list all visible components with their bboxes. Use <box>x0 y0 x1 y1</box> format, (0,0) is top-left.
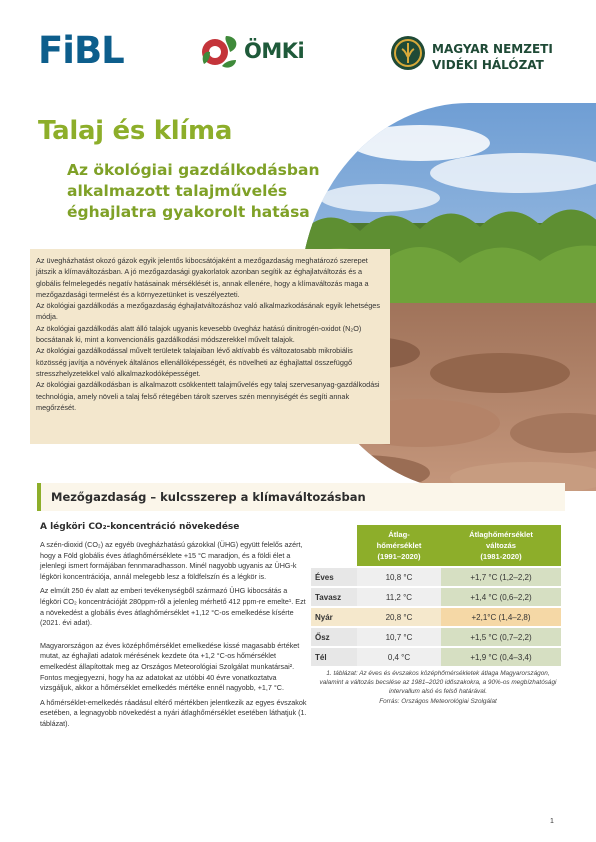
intro-paragraph-1: Az üvegházhatást okozó gázok egyik jelentős kibocsátójaként a mezőgazdaság meghatározó szerepet játszik a klímaváltozásban. A jó mezőgazdasági gyakorlatok azonban segítik az éghajlatváltozás és a globális felmelegedés negatív hatásainak mérséklését is, annak ellenére, hogy a klímaváltozás maga a mezőgazdasági termelést és a környezetünket is veszélyezteti. <box>36 256 369 299</box>
table-row <box>311 608 561 626</box>
table-row <box>311 588 561 606</box>
table-cell-label: Éves <box>311 568 357 586</box>
intro-paragraph-5: Az ökológiai gazdálkodásban is alkalmazott csökkentett talajművelés egy talaj szervesanyag-gazdálkodási technológia, amely növeli a talaj felső rétegében tárolt szerves szén mennyiségét és segíti annak megőrzését. <box>36 380 380 412</box>
body-paragraph-3: Magyarországon az éves középhőmérséklet emelkedése kissé magasabb értéket mutat, az éghajlati adatok mérésének kezdete óta +1,2 °C-os hőmérséklet emelkedést állapítottak meg az Országos Meteorológiai Szolgálat munkatársai². Fontos megjegyezni, hogy ha az adatokat az utóbbi 40 évre vonatkoztatva vizsgáljuk, akkor a hőmérséklet emelkedés mértéke ennél nagyobb, +1,7 °C. <box>40 640 300 693</box>
body-paragraph-2: Az elmúlt 250 év alatt az emberi tevékenységből származó ÜHG kibocsátás a légköri CO₂ koncentrációját 280ppm-ről a jelenleg mérhető 412 ppm-re emelte¹. Ezt a növekedést a globális éves átlaghőmérséklet +1,12 °C-os emelkedése kísérte (2021. évi adat). <box>40 586 306 628</box>
table-cell-label: Nyár <box>311 608 357 626</box>
body-column <box>40 540 308 734</box>
body-paragraph-4: A hőmérséklet-emelkedés ráadásul eltérő mértékben jelentkezik az egyes évszakok esetében, a legnagyobb növekedést a nyári átlaghőmérséklet esetében láthatjuk (1. táblázat). <box>40 697 307 728</box>
table-source: Forrás: Országos Meteorológiai Szolgálat <box>379 697 497 705</box>
table-cell-change: +2,1°C (1,4–2,8) <box>441 608 561 626</box>
mnvh-line-2: VIDÉKI HÁLÓZAT <box>432 58 544 72</box>
section-title: Mezőgazdaság – kulcsszerep a klímaváltozásban <box>51 490 366 504</box>
mnvh-wordmark <box>432 41 553 73</box>
table-cell-avg: 10,7 °C <box>357 628 441 646</box>
table-cell-label: Ősz <box>311 628 357 646</box>
temperature-table <box>311 523 561 668</box>
page-subtitle: Az ökológiai gazdálkodásban alkalmazott talajművelés éghajlatra gyakorolt hatása <box>67 161 320 221</box>
intro-paragraph-2: Az ökológiai gazdálkodás a mezőgazdaság éghajlatváltozáshoz való alkalmazkodásának egyik lehetséges módja. <box>36 301 380 322</box>
table-row <box>311 648 561 666</box>
table-cell-change: +1,7 °C (1,2–2,2) <box>441 568 561 586</box>
table-row <box>311 628 561 646</box>
intro-paragraph-4: Az ökológiai gazdálkodással művelt területek talajaiban lévő aktívabb és változatosabb mikrobiális közösség javítja a növények általános ellenállóképességét, és növelheti az éghajlattal összefüggő stresszhelyzetekkel való alkalmazkodóképességet. <box>36 346 353 378</box>
table-caption <box>318 669 558 706</box>
table-cell-change: +1,9 °C (0,4–3,4) <box>441 648 561 666</box>
table-cell-avg: 10,8 °C <box>357 568 441 586</box>
intro-box <box>30 249 390 444</box>
section-header <box>37 483 565 511</box>
table-caption-text: 1. táblázat: Az éves és évszakos középhőmérsékletek átlaga Magyarországon, valamint a változás becslése az 1981–2020 időszakokra, a 90%-os megbízhatósági intervallum alsó és felső határával. <box>319 670 557 696</box>
mnvh-logo <box>390 35 570 79</box>
intro-paragraph-3: Az ökológiai gazdálkodás alatt álló talajok ugyanis kevesebb üvegház hatású dinitrogén-oxidot (N₂O) bocsátanak ki, mint a konvencionális gazdálkodási módszerekkel művelt talajok. <box>36 323 362 345</box>
table-header-change: Átlaghőmérséklet változás (1981-2020) <box>441 525 561 566</box>
table-cell-avg: 0,4 °C <box>357 648 441 666</box>
page-title: Talaj és klíma <box>38 116 233 146</box>
fibl-logo: FiBL <box>38 29 124 72</box>
table-cell-avg: 20,8 °C <box>357 608 441 626</box>
body-paragraph-1: A szén-dioxid (CO₂) az egyéb üvegházhatású gázokkal (ÜHG) együtt felelős azért, hogy a Föld globális éves átlaghőmérséklete +15 °C maradjon, és a földi élet a jelenlegi ismert formájában fennmaradhasson. Minél nagyobb ugyanis az ÜHG-k légköri koncentrációja, annál melegebb lesz a földfelszín és a légkör is. <box>40 540 303 581</box>
mnvh-emblem-icon <box>390 35 426 71</box>
table-header-avg: Átlag- hőmérséklet (1991–2020) <box>357 525 441 566</box>
table-cell-label: Tavasz <box>311 588 357 606</box>
table-cell-label: Tél <box>311 648 357 666</box>
table-header-empty <box>311 525 357 566</box>
omki-wordmark: ÖMKi <box>244 39 305 63</box>
omki-logo <box>198 30 328 74</box>
mnvh-line-1: MAGYAR NEMZETI <box>432 42 553 56</box>
table-cell-change: +1,5 °C (0,7–2,2) <box>441 628 561 646</box>
table-cell-change: +1,4 °C (0,6–2,2) <box>441 588 561 606</box>
subsection-title: A légköri CO₂-koncentráció növekedése <box>40 522 240 532</box>
page-number: 1 <box>550 818 554 825</box>
omki-emblem-icon <box>198 30 242 74</box>
table-row <box>311 568 561 586</box>
table-cell-avg: 11,2 °C <box>357 588 441 606</box>
